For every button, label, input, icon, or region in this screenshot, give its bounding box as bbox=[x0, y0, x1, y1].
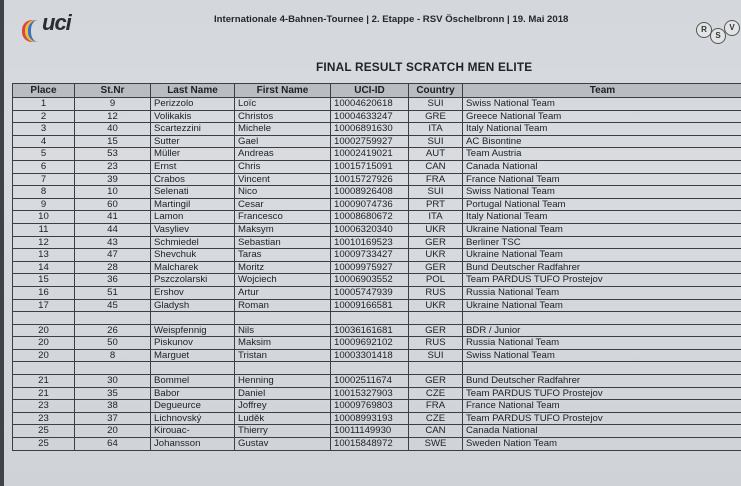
first-name-cell: Maksym bbox=[235, 223, 331, 236]
country-cell: RUS bbox=[409, 286, 463, 299]
stnr-cell: 53 bbox=[75, 148, 151, 161]
last-name-cell bbox=[151, 362, 235, 375]
last-name-cell: Shevchuk bbox=[151, 249, 235, 262]
uci-id-cell: 10011149930 bbox=[331, 425, 409, 438]
first-name-cell: Taras bbox=[235, 249, 331, 262]
uci-id-cell: 10015848972 bbox=[331, 438, 409, 451]
team-cell: Bund Deutscher Radfahrer bbox=[463, 375, 741, 388]
country-cell bbox=[409, 362, 463, 375]
first-name-cell: Cesar bbox=[235, 198, 331, 211]
place-cell: 20 bbox=[13, 324, 75, 337]
team-cell: Italy National Team bbox=[463, 211, 741, 224]
country-cell: SUI bbox=[409, 98, 463, 111]
last-name-cell: Kirouac- bbox=[151, 425, 235, 438]
place-cell: 2 bbox=[13, 110, 75, 123]
uci-id-cell: 10009733427 bbox=[331, 249, 409, 262]
country-cell: GER bbox=[409, 324, 463, 337]
stnr-cell: 47 bbox=[75, 249, 151, 262]
place-cell: 7 bbox=[13, 173, 75, 186]
table-row bbox=[13, 438, 741, 451]
place-cell: 3 bbox=[13, 123, 75, 136]
place-cell: 10 bbox=[13, 211, 75, 224]
team-cell: Italy National Team bbox=[463, 123, 741, 136]
last-name-cell: Gladysh bbox=[151, 299, 235, 312]
table-row bbox=[13, 198, 741, 211]
result-sheet bbox=[4, 0, 741, 486]
stnr-cell: 8 bbox=[75, 349, 151, 362]
last-name-cell: Martingil bbox=[151, 198, 235, 211]
col-last-name: Last Name bbox=[151, 84, 235, 98]
rsv-logo bbox=[696, 16, 740, 44]
uci-id-cell: 10015727926 bbox=[331, 173, 409, 186]
event-header: Internationale 4-Bahnen-Tournee | 2. Etappe - RSV Öschelbronn | 19. Mai 2018 bbox=[214, 14, 569, 25]
last-name-cell: Weispfennig bbox=[151, 324, 235, 337]
team-cell: Swiss National Team bbox=[463, 186, 741, 199]
last-name-cell: Lamon bbox=[151, 211, 235, 224]
first-name-cell: Andreas bbox=[235, 148, 331, 161]
first-name-cell: Nico bbox=[235, 186, 331, 199]
last-name-cell: Volikakis bbox=[151, 110, 235, 123]
team-cell: Berliner TSC bbox=[463, 236, 741, 249]
first-name-cell: Roman bbox=[235, 299, 331, 312]
place-cell: 20 bbox=[13, 337, 75, 350]
col-team: Team bbox=[463, 84, 741, 98]
last-name-cell: Ernst bbox=[151, 160, 235, 173]
country-cell: GER bbox=[409, 261, 463, 274]
table-row bbox=[13, 123, 741, 136]
rsv-letter-r: R bbox=[696, 22, 712, 38]
stnr-cell: 60 bbox=[75, 198, 151, 211]
stnr-cell: 44 bbox=[75, 223, 151, 236]
team-cell: Ukraine National Team bbox=[463, 299, 741, 312]
last-name-cell: Perizzolo bbox=[151, 98, 235, 111]
stnr-cell bbox=[75, 312, 151, 325]
col-stnr: St.Nr bbox=[75, 84, 151, 98]
place-cell: 21 bbox=[13, 387, 75, 400]
first-name-cell: Gael bbox=[235, 135, 331, 148]
place-cell: 12 bbox=[13, 236, 75, 249]
first-name-cell: Chris bbox=[235, 160, 331, 173]
uci-id-cell: 10010169523 bbox=[331, 236, 409, 249]
country-cell: CAN bbox=[409, 425, 463, 438]
first-name-cell: Tristan bbox=[235, 349, 331, 362]
table-row bbox=[13, 299, 741, 312]
stnr-cell: 35 bbox=[75, 387, 151, 400]
team-cell: Ukraine National Team bbox=[463, 223, 741, 236]
first-name-cell: Loïc bbox=[235, 98, 331, 111]
last-name-cell: Selenati bbox=[151, 186, 235, 199]
last-name-cell: Degueurce bbox=[151, 400, 235, 413]
place-cell: 11 bbox=[13, 223, 75, 236]
team-cell: Russia National Team bbox=[463, 286, 741, 299]
col-country: Country bbox=[409, 84, 463, 98]
table-row bbox=[13, 135, 741, 148]
table-row bbox=[13, 274, 741, 287]
country-cell: SUI bbox=[409, 186, 463, 199]
place-cell: 15 bbox=[13, 274, 75, 287]
country-cell: GER bbox=[409, 236, 463, 249]
uci-id-cell: 10003301418 bbox=[331, 349, 409, 362]
place-cell: 8 bbox=[13, 186, 75, 199]
place-cell: 17 bbox=[13, 299, 75, 312]
last-name-cell: Crabos bbox=[151, 173, 235, 186]
place-cell: 20 bbox=[13, 349, 75, 362]
first-name-cell: Daniel bbox=[235, 387, 331, 400]
rsv-letter-s: S bbox=[710, 28, 726, 44]
stnr-cell bbox=[75, 362, 151, 375]
results-table bbox=[12, 83, 741, 451]
last-name-cell: Babor bbox=[151, 387, 235, 400]
stnr-cell: 20 bbox=[75, 425, 151, 438]
uci-id-cell: 10002419021 bbox=[331, 148, 409, 161]
table-row bbox=[13, 400, 741, 413]
first-name-cell bbox=[235, 362, 331, 375]
country-cell: SUI bbox=[409, 135, 463, 148]
first-name-cell: Artur bbox=[235, 286, 331, 299]
uci-id-cell: 10005747939 bbox=[331, 286, 409, 299]
team-cell: Swiss National Team bbox=[463, 98, 741, 111]
uci-id-cell: 10009074736 bbox=[331, 198, 409, 211]
first-name-cell: Vincent bbox=[235, 173, 331, 186]
table-header-row bbox=[13, 84, 741, 98]
stnr-cell: 36 bbox=[75, 274, 151, 287]
last-name-cell: Scartezzini bbox=[151, 123, 235, 136]
team-cell bbox=[463, 362, 741, 375]
table-row bbox=[13, 160, 741, 173]
stnr-cell: 40 bbox=[75, 123, 151, 136]
last-name-cell: Müller bbox=[151, 148, 235, 161]
last-name-cell: Malcharek bbox=[151, 261, 235, 274]
last-name-cell: Piskunov bbox=[151, 337, 235, 350]
place-cell: 5 bbox=[13, 148, 75, 161]
first-name-cell: Maksim bbox=[235, 337, 331, 350]
first-name-cell: Moritz bbox=[235, 261, 331, 274]
team-cell: Canada National bbox=[463, 160, 741, 173]
first-name-cell: Joffrey bbox=[235, 400, 331, 413]
country-cell: FRA bbox=[409, 400, 463, 413]
stnr-cell: 64 bbox=[75, 438, 151, 451]
place-cell: 13 bbox=[13, 249, 75, 262]
stnr-cell: 43 bbox=[75, 236, 151, 249]
uci-id-cell: 10002759927 bbox=[331, 135, 409, 148]
table-row bbox=[13, 412, 741, 425]
place-cell: 25 bbox=[13, 425, 75, 438]
uci-id-cell: 10008926408 bbox=[331, 186, 409, 199]
stnr-cell: 45 bbox=[75, 299, 151, 312]
place-cell: 1 bbox=[13, 98, 75, 111]
table-row bbox=[13, 324, 741, 337]
last-name-cell: Lichnovský bbox=[151, 412, 235, 425]
first-name-cell: Wojciech bbox=[235, 274, 331, 287]
stnr-cell: 51 bbox=[75, 286, 151, 299]
last-name-cell: Sutter bbox=[151, 135, 235, 148]
uci-id-cell: 10009769803 bbox=[331, 400, 409, 413]
stnr-cell: 15 bbox=[75, 135, 151, 148]
last-name-cell: Schmiedel bbox=[151, 236, 235, 249]
team-cell: Team PARDUS TUFO Prostejov bbox=[463, 412, 741, 425]
place-cell: 21 bbox=[13, 375, 75, 388]
team-cell: France National Team bbox=[463, 400, 741, 413]
country-cell: GER bbox=[409, 375, 463, 388]
last-name-cell bbox=[151, 312, 235, 325]
uci-id-cell bbox=[331, 362, 409, 375]
table-row bbox=[13, 375, 741, 388]
uci-id-cell bbox=[331, 312, 409, 325]
table-row bbox=[13, 110, 741, 123]
place-cell: 4 bbox=[13, 135, 75, 148]
stnr-cell: 9 bbox=[75, 98, 151, 111]
page-title: FINAL RESULT SCRATCH MEN ELITE bbox=[316, 60, 533, 74]
country-cell: UKR bbox=[409, 249, 463, 262]
country-cell: SUI bbox=[409, 349, 463, 362]
first-name-cell: Francesco bbox=[235, 211, 331, 224]
first-name-cell bbox=[235, 312, 331, 325]
team-cell: Team Austria bbox=[463, 148, 741, 161]
last-name-cell: Vasyliev bbox=[151, 223, 235, 236]
team-cell: France National Team bbox=[463, 173, 741, 186]
uci-id-cell: 10004620618 bbox=[331, 98, 409, 111]
team-cell: Canada National bbox=[463, 425, 741, 438]
place-cell: 23 bbox=[13, 412, 75, 425]
first-name-cell: Nils bbox=[235, 324, 331, 337]
place-cell bbox=[13, 362, 75, 375]
table-row bbox=[13, 211, 741, 224]
stnr-cell: 50 bbox=[75, 337, 151, 350]
stnr-cell: 38 bbox=[75, 400, 151, 413]
stnr-cell: 23 bbox=[75, 160, 151, 173]
table-row bbox=[13, 98, 741, 111]
place-cell: 6 bbox=[13, 160, 75, 173]
first-name-cell: Gustav bbox=[235, 438, 331, 451]
uci-logo bbox=[16, 6, 74, 42]
table-row bbox=[13, 236, 741, 249]
stnr-cell: 26 bbox=[75, 324, 151, 337]
col-place: Place bbox=[13, 84, 75, 98]
uci-id-cell: 10002511674 bbox=[331, 375, 409, 388]
uci-id-cell: 10006891630 bbox=[331, 123, 409, 136]
table-row bbox=[13, 249, 741, 262]
table-row bbox=[13, 349, 741, 362]
team-cell: Team PARDUS TUFO Prostejov bbox=[463, 274, 741, 287]
spacer-row bbox=[13, 362, 741, 375]
stnr-cell: 37 bbox=[75, 412, 151, 425]
last-name-cell: Johansson bbox=[151, 438, 235, 451]
team-cell: Bund Deutscher Radfahrer bbox=[463, 261, 741, 274]
uci-id-cell: 10036161681 bbox=[331, 324, 409, 337]
team-cell: Portugal National Team bbox=[463, 198, 741, 211]
table-row bbox=[13, 337, 741, 350]
team-cell: Swiss National Team bbox=[463, 349, 741, 362]
place-cell: 23 bbox=[13, 400, 75, 413]
team-cell: AC Bisontine bbox=[463, 135, 741, 148]
uci-id-cell: 10008680672 bbox=[331, 211, 409, 224]
uci-id-cell: 10006903552 bbox=[331, 274, 409, 287]
team-cell: Team PARDUS TUFO Prostejov bbox=[463, 387, 741, 400]
place-cell: 16 bbox=[13, 286, 75, 299]
uci-id-cell: 10009975927 bbox=[331, 261, 409, 274]
country-cell: RUS bbox=[409, 337, 463, 350]
col-first-name: First Name bbox=[235, 84, 331, 98]
country-cell: AUT bbox=[409, 148, 463, 161]
last-name-cell: Marguet bbox=[151, 349, 235, 362]
country-cell: ITA bbox=[409, 123, 463, 136]
team-cell: Greece National Team bbox=[463, 110, 741, 123]
country-cell: POL bbox=[409, 274, 463, 287]
country-cell: CZE bbox=[409, 412, 463, 425]
stnr-cell: 41 bbox=[75, 211, 151, 224]
stnr-cell: 10 bbox=[75, 186, 151, 199]
country-cell: ITA bbox=[409, 211, 463, 224]
col-uci-id: UCI-ID bbox=[331, 84, 409, 98]
place-cell: 14 bbox=[13, 261, 75, 274]
last-name-cell: Pszczolarski bbox=[151, 274, 235, 287]
uci-logo-text: uci bbox=[42, 10, 71, 35]
country-cell: FRA bbox=[409, 173, 463, 186]
team-cell: Ukraine National Team bbox=[463, 249, 741, 262]
place-cell: 9 bbox=[13, 198, 75, 211]
country-cell: PRT bbox=[409, 198, 463, 211]
team-cell: Russia National Team bbox=[463, 337, 741, 350]
table-row bbox=[13, 261, 741, 274]
place-cell: 25 bbox=[13, 438, 75, 451]
team-cell: Sweden Nation Team bbox=[463, 438, 741, 451]
stnr-cell: 30 bbox=[75, 375, 151, 388]
first-name-cell: Thierry bbox=[235, 425, 331, 438]
stnr-cell: 39 bbox=[75, 173, 151, 186]
stnr-cell: 12 bbox=[75, 110, 151, 123]
table-row bbox=[13, 286, 741, 299]
table-row bbox=[13, 223, 741, 236]
uci-id-cell: 10004633247 bbox=[331, 110, 409, 123]
country-cell: UKR bbox=[409, 299, 463, 312]
stnr-cell: 28 bbox=[75, 261, 151, 274]
country-cell: GRE bbox=[409, 110, 463, 123]
uci-id-cell: 10009692102 bbox=[331, 337, 409, 350]
last-name-cell: Bommel bbox=[151, 375, 235, 388]
rsv-letter-v: V bbox=[724, 20, 740, 36]
uci-id-cell: 10015715091 bbox=[331, 160, 409, 173]
team-cell bbox=[463, 312, 741, 325]
first-name-cell: Sebastian bbox=[235, 236, 331, 249]
country-cell: CAN bbox=[409, 160, 463, 173]
country-cell: SWE bbox=[409, 438, 463, 451]
table-row bbox=[13, 186, 741, 199]
uci-id-cell: 10006320340 bbox=[331, 223, 409, 236]
first-name-cell: Luděk bbox=[235, 412, 331, 425]
place-cell bbox=[13, 312, 75, 325]
spacer-row bbox=[13, 312, 741, 325]
country-cell bbox=[409, 312, 463, 325]
uci-id-cell: 10008993193 bbox=[331, 412, 409, 425]
first-name-cell: Christos bbox=[235, 110, 331, 123]
first-name-cell: Henning bbox=[235, 375, 331, 388]
last-name-cell: Ershov bbox=[151, 286, 235, 299]
uci-id-cell: 10009166581 bbox=[331, 299, 409, 312]
country-cell: CZE bbox=[409, 387, 463, 400]
first-name-cell: Michele bbox=[235, 123, 331, 136]
uci-id-cell: 10015327903 bbox=[331, 387, 409, 400]
table-row bbox=[13, 148, 741, 161]
table-row bbox=[13, 425, 741, 438]
country-cell: UKR bbox=[409, 223, 463, 236]
table-row bbox=[13, 387, 741, 400]
table-row bbox=[13, 173, 741, 186]
team-cell: BDR / Junior bbox=[463, 324, 741, 337]
